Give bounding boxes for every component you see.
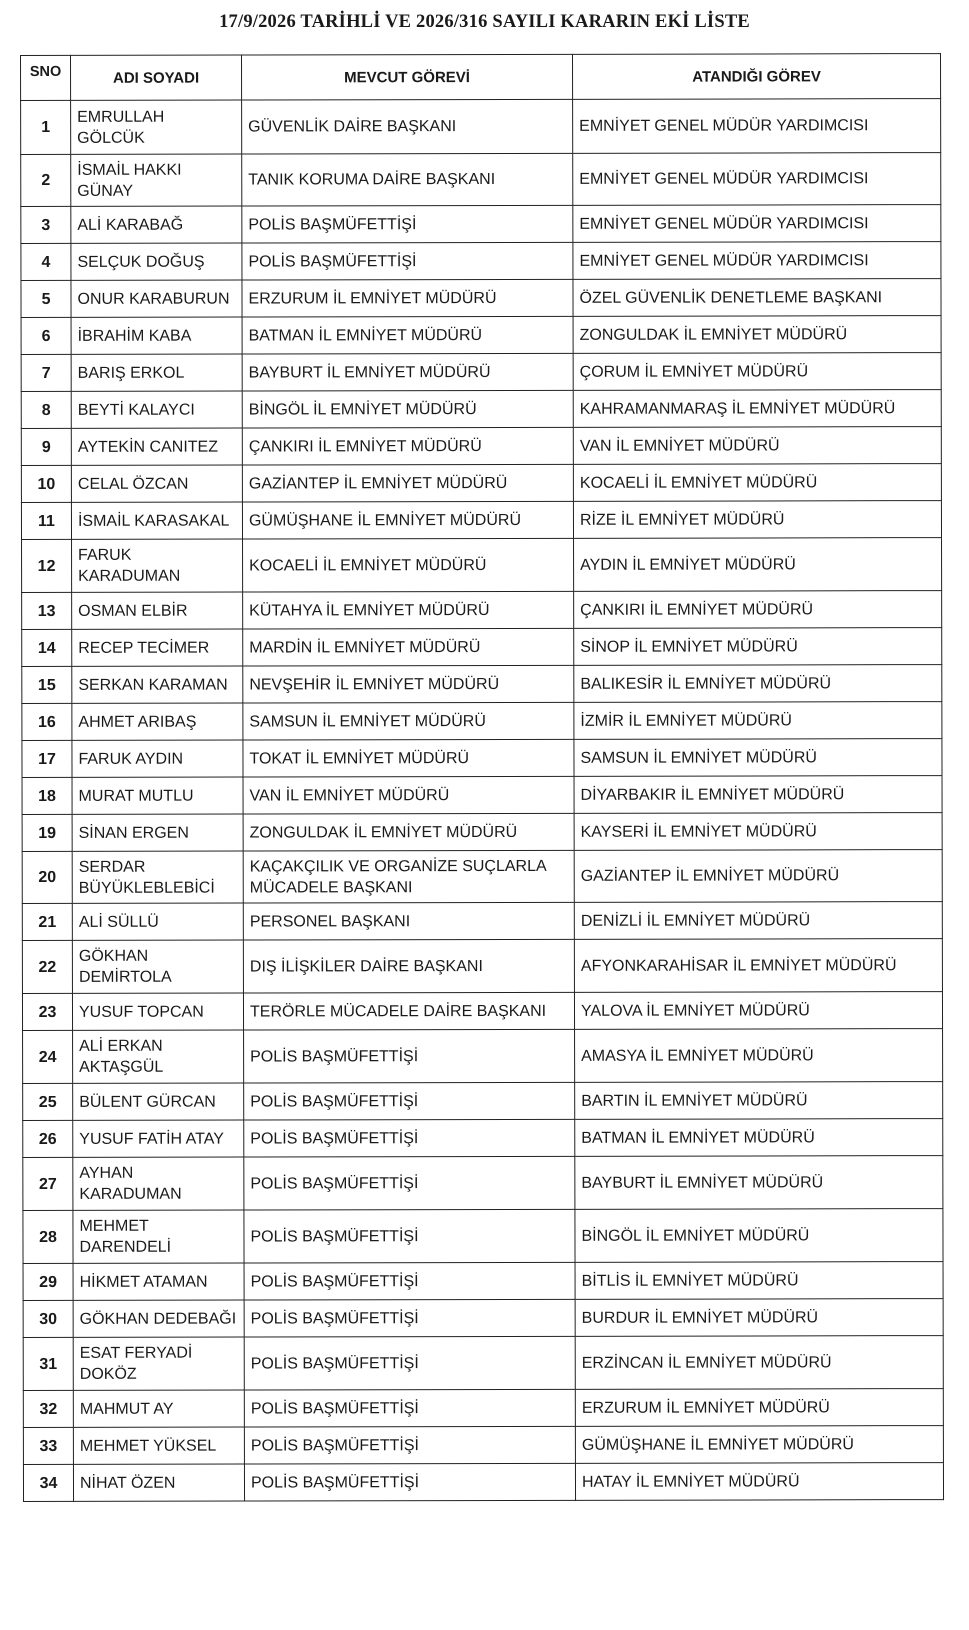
row-sno: 24 xyxy=(23,1030,73,1083)
row-sno: 27 xyxy=(23,1157,73,1210)
table-row xyxy=(22,992,942,1031)
row-current-duty: POLİS BAŞMÜFETTİŞİ xyxy=(244,1209,575,1263)
row-current-duty: POLİS BAŞMÜFETTİŞİ xyxy=(244,1426,575,1464)
row-name: HİKMET ATAMAN xyxy=(73,1263,244,1300)
row-name: ALİ ERKAN AKTAŞGÜL xyxy=(73,1030,244,1083)
table-row xyxy=(21,205,941,244)
row-name: YUSUF TOPCAN xyxy=(72,993,243,1030)
table-row xyxy=(21,99,941,155)
table-row xyxy=(22,665,942,704)
row-name: ONUR KARABURUN xyxy=(71,280,242,317)
row-assigned-duty: EMNİYET GENEL MÜDÜR YARDIMCISI xyxy=(573,205,941,243)
row-sno: 25 xyxy=(23,1083,73,1120)
row-assigned-duty: EMNİYET GENEL MÜDÜR YARDIMCISI xyxy=(573,242,941,280)
row-assigned-duty: AFYONKARAHİSAR İL EMNİYET MÜDÜRÜ xyxy=(574,939,942,993)
table-row xyxy=(23,1029,943,1084)
row-sno: 34 xyxy=(23,1464,73,1501)
row-sno: 4 xyxy=(21,243,71,280)
row-sno: 17 xyxy=(22,740,72,777)
table-row xyxy=(22,902,942,941)
row-sno: 10 xyxy=(21,465,71,502)
document-title: 17/9/2026 TARİHLİ VE 2026/316 SAYILI KARARIN EKİ LİSTE xyxy=(219,12,750,32)
row-sno: 22 xyxy=(22,940,72,993)
table-row xyxy=(22,776,942,815)
row-current-duty: BİNGÖL İL EMNİYET MÜDÜRÜ xyxy=(242,390,573,428)
table-row xyxy=(21,390,941,429)
row-assigned-duty: EMNİYET GENEL MÜDÜR YARDIMCISI xyxy=(573,99,941,154)
row-name: İSMAİL HAKKI GÜNAY xyxy=(71,154,242,206)
table-row xyxy=(22,591,942,630)
row-current-duty: POLİS BAŞMÜFETTİŞİ xyxy=(244,1262,575,1300)
row-current-duty: MARDİN İL EMNİYET MÜDÜRÜ xyxy=(243,628,574,666)
row-assigned-duty: HATAY İL EMNİYET MÜDÜRÜ xyxy=(575,1463,943,1501)
row-name: MEHMET DARENDELİ xyxy=(73,1210,244,1263)
row-name: NİHAT ÖZEN xyxy=(73,1464,244,1501)
row-assigned-duty: ERZURUM İL EMNİYET MÜDÜRÜ xyxy=(575,1389,943,1427)
row-name: FARUK KARADUMAN xyxy=(72,539,243,592)
table-row xyxy=(22,813,942,852)
row-current-duty: POLİS BAŞMÜFETTİŞİ xyxy=(242,205,573,243)
row-current-duty: POLİS BAŞMÜFETTİŞİ xyxy=(244,1156,575,1210)
row-assigned-duty: ERZİNCAN İL EMNİYET MÜDÜRÜ xyxy=(575,1336,943,1390)
row-assigned-duty: DENİZLİ İL EMNİYET MÜDÜRÜ xyxy=(574,902,942,940)
row-sno: 2 xyxy=(21,154,71,206)
table-row xyxy=(23,1262,943,1301)
table-row xyxy=(22,739,942,778)
table-row xyxy=(23,1156,943,1211)
row-name: BÜLENT GÜRCAN xyxy=(73,1083,244,1120)
row-name: MURAT MUTLU xyxy=(72,777,243,814)
row-assigned-duty: ZONGULDAK İL EMNİYET MÜDÜRÜ xyxy=(573,316,941,354)
header-assigned-duty: ATANDIĞI GÖREV xyxy=(572,54,940,100)
table-row xyxy=(21,464,941,503)
row-current-duty: BAYBURT İL EMNİYET MÜDÜRÜ xyxy=(242,353,573,391)
row-sno: 1 xyxy=(21,100,71,154)
row-sno: 29 xyxy=(23,1263,73,1300)
row-name: SERDAR BÜYÜKLEBLEBİCİ xyxy=(72,851,243,903)
row-sno: 12 xyxy=(22,539,72,592)
table-row xyxy=(23,1119,943,1158)
row-name: İSMAİL KARASAKAL xyxy=(71,502,242,539)
row-sno: 13 xyxy=(22,592,72,629)
row-current-duty: POLİS BAŞMÜFETTİŞİ xyxy=(242,242,573,280)
row-sno: 30 xyxy=(23,1300,73,1337)
table-row xyxy=(23,1299,943,1338)
row-sno: 26 xyxy=(23,1120,73,1157)
row-name: SERKAN KARAMAN xyxy=(72,666,243,703)
row-name: GÖKHAN DEDEBAĞI xyxy=(73,1300,244,1337)
table-row xyxy=(21,153,941,207)
row-current-duty: ZONGULDAK İL EMNİYET MÜDÜRÜ xyxy=(243,813,574,851)
table-row xyxy=(23,1082,943,1121)
table-row xyxy=(23,1389,943,1428)
row-name: ESAT FERYADİ DOKÖZ xyxy=(73,1337,244,1390)
table-row xyxy=(21,427,941,466)
table-row xyxy=(22,702,942,741)
row-assigned-duty: BALIKESİR İL EMNİYET MÜDÜRÜ xyxy=(574,665,942,703)
row-current-duty: GAZİANTEP İL EMNİYET MÜDÜRÜ xyxy=(242,464,573,502)
row-current-duty: ÇANKIRI İL EMNİYET MÜDÜRÜ xyxy=(242,427,573,465)
table-body xyxy=(21,99,944,1502)
header-sno: SNO xyxy=(21,55,71,100)
row-assigned-duty: DİYARBAKIR İL EMNİYET MÜDÜRÜ xyxy=(574,776,942,814)
row-current-duty: NEVŞEHİR İL EMNİYET MÜDÜRÜ xyxy=(243,665,574,703)
row-current-duty: GÜMÜŞHANE İL EMNİYET MÜDÜRÜ xyxy=(242,501,573,539)
row-name: RECEP TECİMER xyxy=(72,629,243,666)
row-sno: 9 xyxy=(21,428,71,465)
table-row xyxy=(22,850,942,904)
row-sno: 3 xyxy=(21,206,71,243)
row-sno: 32 xyxy=(23,1390,73,1427)
row-sno: 11 xyxy=(21,502,71,539)
row-name: GÖKHAN DEMİRTOLA xyxy=(72,940,243,993)
row-assigned-duty: KAHRAMANMARAŞ İL EMNİYET MÜDÜRÜ xyxy=(573,390,941,428)
row-assigned-duty: KAYSERİ İL EMNİYET MÜDÜRÜ xyxy=(574,813,942,851)
row-sno: 23 xyxy=(22,993,72,1030)
row-name: OSMAN ELBİR xyxy=(72,592,243,629)
row-current-duty: TANIK KORUMA DAİRE BAŞKANI xyxy=(242,153,573,206)
row-assigned-duty: SİNOP İL EMNİYET MÜDÜRÜ xyxy=(574,628,942,666)
row-name: BEYTİ KALAYCI xyxy=(71,391,242,428)
row-sno: 7 xyxy=(21,354,71,391)
row-assigned-duty: İZMİR İL EMNİYET MÜDÜRÜ xyxy=(574,702,942,740)
row-assigned-duty: ÇANKIRI İL EMNİYET MÜDÜRÜ xyxy=(574,591,942,629)
row-sno: 5 xyxy=(21,280,71,317)
row-name: ALİ SÜLLÜ xyxy=(72,903,243,940)
table-row xyxy=(21,316,941,355)
row-current-duty: POLİS BAŞMÜFETTİŞİ xyxy=(244,1082,575,1120)
row-sno: 16 xyxy=(22,703,72,740)
row-sno: 21 xyxy=(22,903,72,940)
table-row xyxy=(23,1463,943,1502)
table-row xyxy=(21,242,941,281)
row-sno: 28 xyxy=(23,1210,73,1263)
row-sno: 15 xyxy=(22,666,72,703)
row-assigned-duty: SAMSUN İL EMNİYET MÜDÜRÜ xyxy=(574,739,942,777)
table-row xyxy=(22,628,942,667)
table-header-row xyxy=(21,54,941,101)
row-name: MAHMUT AY xyxy=(73,1390,244,1427)
row-current-duty: GÜVENLİK DAİRE BAŞKANI xyxy=(242,99,573,154)
table-row xyxy=(21,279,941,318)
row-assigned-duty: ÇORUM İL EMNİYET MÜDÜRÜ xyxy=(573,353,941,391)
row-name: FARUK AYDIN xyxy=(72,740,243,777)
row-current-duty: KAÇAKÇILIK VE ORGANİZE SUÇLARLA MÜCADELE BAŞKANI xyxy=(243,850,574,903)
row-current-duty: KÜTAHYA İL EMNİYET MÜDÜRÜ xyxy=(243,591,574,629)
row-sno: 31 xyxy=(23,1337,73,1390)
row-name: SELÇUK DOĞUŞ xyxy=(71,243,242,280)
row-assigned-duty: BATMAN İL EMNİYET MÜDÜRÜ xyxy=(575,1119,943,1157)
table-row xyxy=(23,1209,943,1264)
row-assigned-duty: BİTLİS İL EMNİYET MÜDÜRÜ xyxy=(575,1262,943,1300)
row-current-duty: TOKAT İL EMNİYET MÜDÜRÜ xyxy=(243,739,574,777)
row-current-duty: KOCAELİ İL EMNİYET MÜDÜRÜ xyxy=(243,538,574,592)
row-current-duty: POLİS BAŞMÜFETTİŞİ xyxy=(244,1119,575,1157)
row-name: AYTEKİN CANITEZ xyxy=(71,428,242,465)
row-name: ALİ KARABAĞ xyxy=(71,206,242,243)
row-sno: 20 xyxy=(22,851,72,903)
table-row xyxy=(22,939,942,994)
row-sno: 19 xyxy=(22,814,72,851)
row-current-duty: DIŞ İLİŞKİLER DAİRE BAŞKANI xyxy=(243,939,574,993)
row-name: AYHAN KARADUMAN xyxy=(73,1157,244,1210)
row-assigned-duty: AMASYA İL EMNİYET MÜDÜRÜ xyxy=(575,1029,943,1083)
row-current-duty: POLİS BAŞMÜFETTİŞİ xyxy=(244,1389,575,1427)
row-name: CELAL ÖZCAN xyxy=(71,465,242,502)
row-assigned-duty: KOCAELİ İL EMNİYET MÜDÜRÜ xyxy=(573,464,941,502)
table-row xyxy=(21,501,941,540)
row-assigned-duty: EMNİYET GENEL MÜDÜR YARDIMCISI xyxy=(573,153,941,206)
row-assigned-duty: BAYBURT İL EMNİYET MÜDÜRÜ xyxy=(575,1156,943,1210)
row-assigned-duty: ÖZEL GÜVENLİK DENETLEME BAŞKANI xyxy=(573,279,941,317)
table-row xyxy=(21,353,941,392)
row-assigned-duty: BARTIN İL EMNİYET MÜDÜRÜ xyxy=(575,1082,943,1120)
header-current-duty: MEVCUT GÖREVİ xyxy=(242,54,573,100)
row-current-duty: POLİS BAŞMÜFETTİŞİ xyxy=(244,1299,575,1337)
row-assigned-duty: BİNGÖL İL EMNİYET MÜDÜRÜ xyxy=(575,1209,943,1263)
row-sno: 14 xyxy=(22,629,72,666)
row-assigned-duty: GÜMÜŞHANE İL EMNİYET MÜDÜRÜ xyxy=(575,1426,943,1464)
row-sno: 18 xyxy=(22,777,72,814)
table-row xyxy=(22,538,942,593)
row-name: EMRULLAH GÖLCÜK xyxy=(71,100,242,154)
row-name: MEHMET YÜKSEL xyxy=(73,1427,244,1464)
row-sno: 6 xyxy=(21,317,71,354)
row-name: AHMET ARIBAŞ xyxy=(72,703,243,740)
row-current-duty: POLİS BAŞMÜFETTİŞİ xyxy=(244,1029,575,1083)
row-assigned-duty: BURDUR İL EMNİYET MÜDÜRÜ xyxy=(575,1299,943,1337)
row-assigned-duty: GAZİANTEP İL EMNİYET MÜDÜRÜ xyxy=(574,850,942,903)
row-sno: 8 xyxy=(21,391,71,428)
row-current-duty: BATMAN İL EMNİYET MÜDÜRÜ xyxy=(242,316,573,354)
row-current-duty: PERSONEL BAŞKANI xyxy=(243,902,574,940)
row-name: İBRAHİM KABA xyxy=(71,317,242,354)
row-assigned-duty: AYDIN İL EMNİYET MÜDÜRÜ xyxy=(574,538,942,592)
row-sno: 33 xyxy=(23,1427,73,1464)
table-row xyxy=(23,1336,943,1391)
row-current-duty: ERZURUM İL EMNİYET MÜDÜRÜ xyxy=(242,279,573,317)
row-name: BARIŞ ERKOL xyxy=(71,354,242,391)
appointment-table xyxy=(20,53,944,1502)
header-name: ADI SOYADI xyxy=(71,55,242,100)
row-current-duty: VAN İL EMNİYET MÜDÜRÜ xyxy=(243,776,574,814)
row-name: SİNAN ERGEN xyxy=(72,814,243,851)
row-assigned-duty: VAN İL EMNİYET MÜDÜRÜ xyxy=(573,427,941,465)
row-current-duty: POLİS BAŞMÜFETTİŞİ xyxy=(244,1463,575,1501)
row-current-duty: TERÖRLE MÜCADELE DAİRE BAŞKANI xyxy=(243,992,574,1030)
row-assigned-duty: RİZE İL EMNİYET MÜDÜRÜ xyxy=(573,501,941,539)
row-current-duty: POLİS BAŞMÜFETTİŞİ xyxy=(244,1336,575,1390)
row-name: YUSUF FATİH ATAY xyxy=(73,1120,244,1157)
row-current-duty: SAMSUN İL EMNİYET MÜDÜRÜ xyxy=(243,702,574,740)
row-assigned-duty: YALOVA İL EMNİYET MÜDÜRÜ xyxy=(574,992,942,1030)
table-row xyxy=(23,1426,943,1465)
